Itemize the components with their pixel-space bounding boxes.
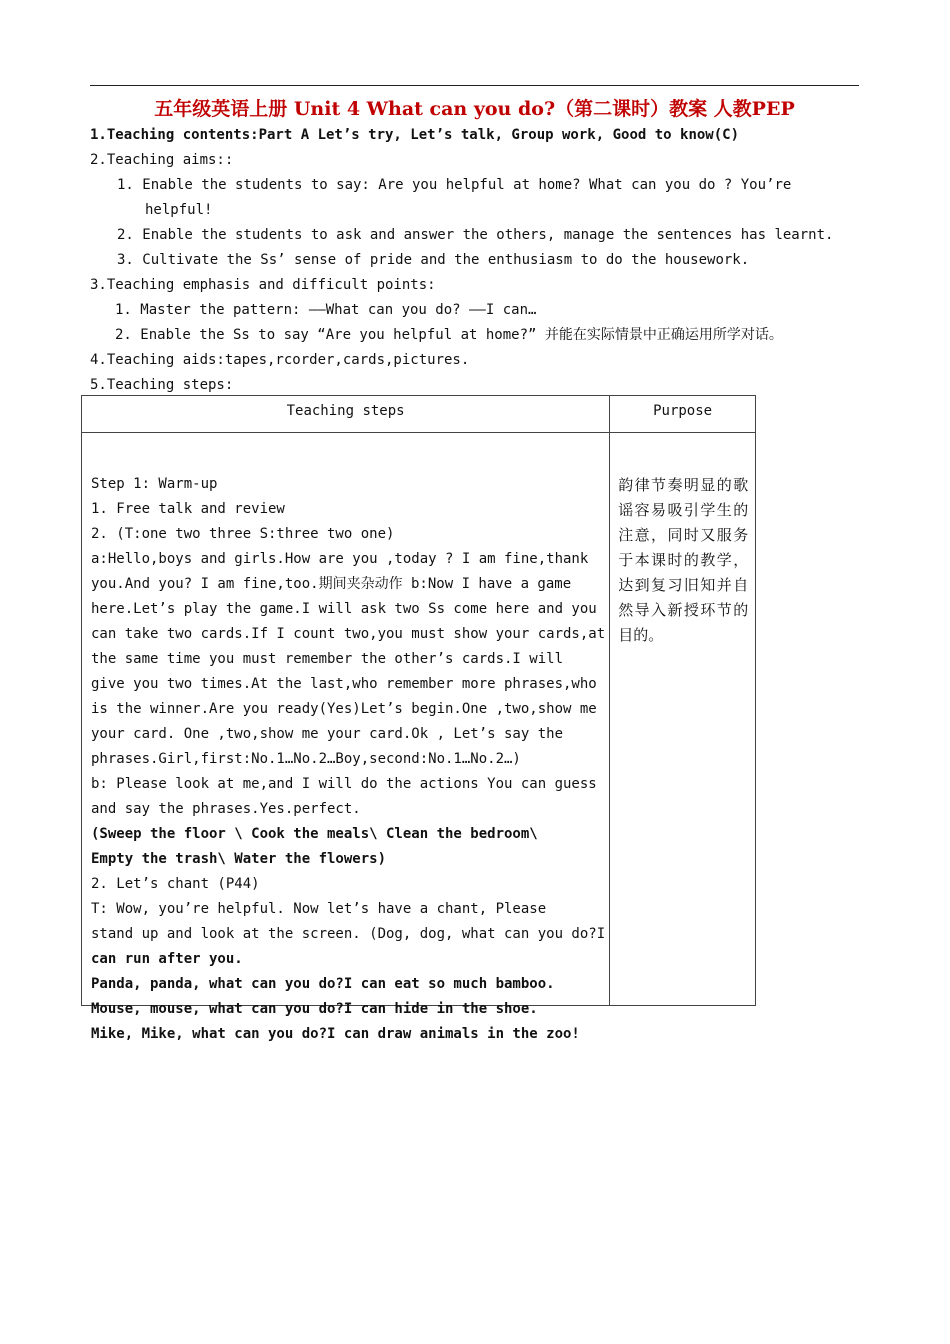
step-line: here.Let’s play the game.I will ask two Ss come here and you [91, 601, 597, 617]
emphasis-1: 1. Master the pattern: ——What can you do? ——I can… [115, 302, 537, 318]
step-line: stand up and look at the screen. (Dog, dog, what can you do?I [91, 926, 606, 942]
teaching-contents: 1.Teaching contents:Part A Let’s try, Let’s talk, Group work, Good to know(C) [90, 127, 740, 143]
step-line: phrases.Girl,first:No.1…No.2…Boy,second:No.1…No.2…) [91, 751, 521, 767]
page-title: 五年级英语上册 Unit 4 What can you do?（第二课时）教案 人教PEP [154, 98, 795, 120]
step-line: 2. (T:one two three S:three two one) [91, 526, 395, 542]
step-line-bold: Mike, Mike, what can you do?I can draw animals in the zoo! [91, 1026, 580, 1042]
teaching-steps-table [81, 395, 756, 1042]
teaching-steps-heading: 5.Teaching steps: [90, 377, 234, 393]
step-line: is the winner.Are you ready(Yes)Let’s begin.One ,two,show me [91, 701, 597, 717]
top-rule [90, 85, 859, 86]
step-line: and say the phrases.Yes.perfect. [91, 801, 361, 817]
steps-cell [82, 433, 610, 1042]
step-line: 2. Let’s chant (P44) [91, 876, 260, 892]
purpose-cell [610, 433, 756, 1006]
step-line: can take two cards.If I count two,you must show your cards,at [91, 626, 606, 642]
step-line: give you two times.At the last,who remember more phrases,who [91, 676, 597, 692]
column-header-purpose [610, 396, 756, 433]
step-line: you.And you? I am fine,too.期间夹杂动作 b:Now I have a game [91, 576, 572, 592]
teaching-aids: 4.Teaching aids:tapes,rcorder,cards,pictures. [90, 352, 470, 368]
emphasis-2: 2. Enable the Ss to say “Are you helpful at home?” 并能在实际情景中正确运用所学对话。 [115, 327, 783, 343]
step-line: T: Wow, you’re helpful. Now let’s have a chant, Please [91, 901, 547, 917]
aim-1: 1. Enable the students to say: Are you helpful at home? What can you do ? You’re [117, 177, 792, 193]
step-line: b: Please look at me,and I will do the actions You can guess [91, 776, 597, 792]
step-line-bold: Empty the trash\ Water the flowers) [91, 851, 387, 867]
step-line-bold: (Sweep the floor \ Cook the meals\ Clean the bedroom\ [91, 826, 538, 842]
step-line: your card. One ,two,show me your card.Ok , Let’s say the [91, 726, 564, 742]
teaching-aims-heading: 2.Teaching aims:: [90, 152, 234, 168]
purpose-text: 韵律节奏明显的歌谣容易吸引学生的注意，同时又服务于本课时的教学，达到复习旧知并自然导入新授环节的目的。 [618, 476, 749, 644]
aim-3: 3. Cultivate the Ss’ sense of pride and the enthusiasm to do the housework. [117, 252, 750, 268]
aim-1-continued: helpful! [145, 202, 213, 218]
aim-2: 2. Enable the students to ask and answer the others, manage the sentences has learnt. [117, 227, 834, 243]
step-line: a:Hello,boys and girls.How are you ,today ? I am fine,thank [91, 551, 589, 567]
step-line: the same time you must remember the other’s cards.I will [91, 651, 564, 667]
column-header-steps-label: Teaching steps [286, 403, 405, 419]
step-line: Step 1: Warm-up [91, 476, 218, 492]
emphasis-heading: 3.Teaching emphasis and difficult points: [90, 277, 436, 293]
step-line: 1. Free talk and review [91, 501, 285, 517]
step-line-bold: Panda, panda, what can you do?I can eat so much bamboo. [91, 976, 555, 992]
column-header-purpose-label: Purpose [653, 403, 713, 419]
column-header-steps [82, 396, 610, 433]
step-line-bold: can run after you. [91, 951, 243, 967]
step-line-bold: Mouse, mouse, what can you do?I can hide in the shoe. [91, 1001, 538, 1017]
